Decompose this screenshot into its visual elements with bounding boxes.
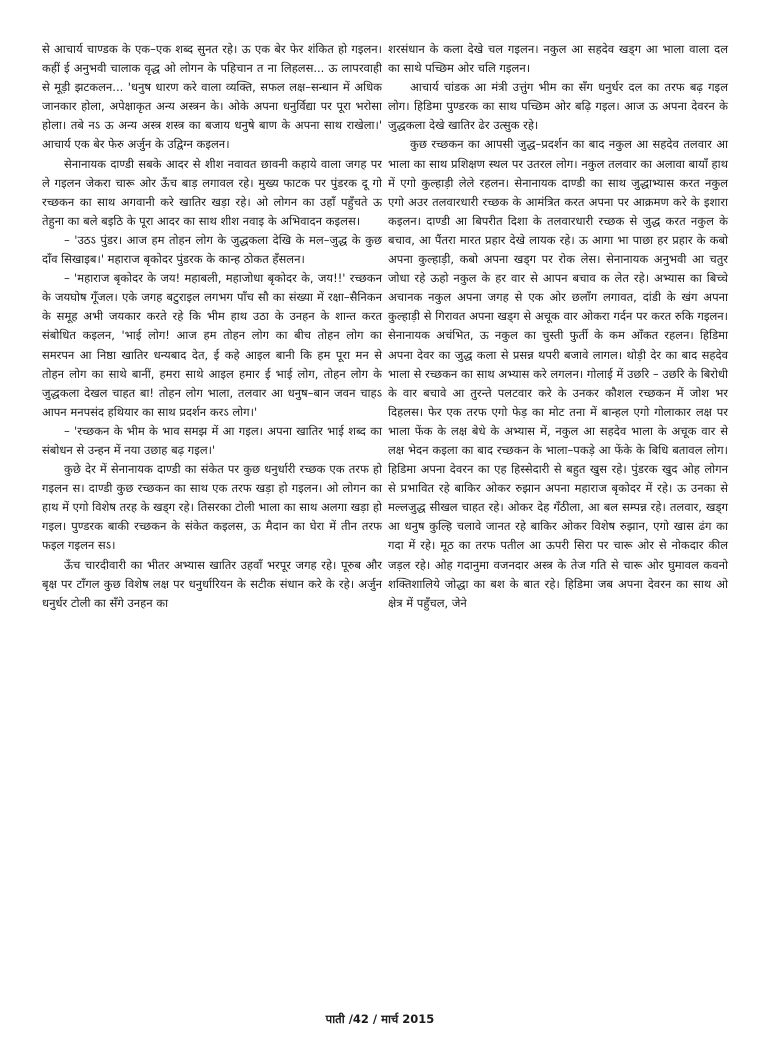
paragraph: सेनानायक दाण्डी सबके आदर से शीश नवावत छावनी कहाये वाला जगह पर ले गइलन जेकरा चारू ओर ऊँच बाड़ लगावल रहे। मुख्य फाटक पर पुंडरक दू गो रच्छकन का साथ अगवानी करे खातिर खड़ा रहे। ओ लोगन का उहाँ पहुँचते ऊ तेहुना का बले बइठि के पूरा आदर का साथ शीश नवाइ के अभिवादन कइलस। xyxy=(42,156,382,228)
paragraph: – 'महाराज बृकोदर के जय! महाबली, महाजोधा बृकोदर के, जय!!' रच्छकन के जयघोष गूँजल। एके जगह बटुराइल लगभग पाँच सौ का संख्या में रक्षा–सैनिकन के समूह अभी जयकार करते रहे कि भीम हाथ उठा के उनहन के शान्त करत संबोधित कइलन, 'भाई लोग! आज हम तोहन लोग का बीच तोहन लोग का समरपन आ निष्ठा खातिर धन्यबाद देत, ई कहे आइल बानी कि हम पूरा मन से तोहन लोग का साथे बानीं, हमरा साथे आइल हमार ई भाई लोग, तोहन लोग के जुद्धकला देखल चाहत बा! तोहन लोग भाला, तलवार आ धनुष–बान जवन चाहऽ आपन मनपसंद हथियार का साथ प्रदर्शन करऽ लोग।' xyxy=(42,271,382,419)
paragraph: से आचार्य चाण्डक के एक–एक शब्द सुनत रहे। ऊ एक बेर फेर शंकित हो गइलन। कहीं ई अनुभवी चालाक वृद्ध ओ लोगन के पहिचान त ना लिहलस... ऊ लापरवाही से मूड़ी झटकलन... 'धनुष धारण करे वाला व्यक्ति, सफल लक्ष–सन्धान में अधिक जानकार होला, अपेक्षाकृत अन्य अस्त्रन के। ओके अपना धनुर्विद्या पर पूरा भरोसा होला। तबे नऽ ऊ अन्य अस्त्र शस्त्र का बजाय धनुषे बाण के अपना साथ राखेला।' आचार्य एक बेर फेरु अर्जुन के उद्विग्न कइलन। xyxy=(42,42,382,152)
paragraph: शरसंधान के कला देखे चल गइलन। नकुल आ सहदेव खड्ग आ भाला वाला दल का साथे पच्छिम ओर चलि गइलन। xyxy=(388,42,728,76)
paragraph: आचार्य चांडक आ मंत्री उत्तुंग भीम का सँग धनुर्धर दल का तरफ बढ़ गइल लोग। हिडिमा पुण्डरक का साथ पच्छिम ओर बढ़ि गइल। आज ऊ अपना देवरन के जुद्धकला देखे खातिर ढेर उत्सुक रहे। xyxy=(388,80,728,133)
left-column xyxy=(42,40,382,613)
paragraph: – 'उठऽ पुंडर। आज हम तोहन लोग के जुद्धकला देखि के मल–जुद्ध के कुछ दाँव सिखाइब।' महाराज बृकोदर पुंडरक के कान्ह ठोकत हँसलन। xyxy=(42,232,382,267)
paragraph: कुछ रच्छकन का आपसी जुद्ध–प्रदर्शन का बाद नकुल आ सहदेव तलवार आ भाला का साथ प्रशिक्षण स्थल पर उतरल लोग। नकुल तलवार का अलावा बायाँ हाथ में एगो कुल्हाड़ी लेले रहलन। सेनानायक दाण्डी का साथ जुद्धाभ्यास करत नकुल एगो अउर तलवारधारी रच्छक के आमंत्रित करत अपना पर आक्रमण करे के इशारा कइलन। दाण्डी आ बिपरीत दिशा के तलवारधारी रच्छक से जुद्ध करत नकुल के बचाव, आ पैंतरा मारत प्रहार देखे लायक रहे। ऊ आगा भा पाछा हर प्रहार के कबो अपना कुल्हाड़ी, कबो अपना खड्ग पर रोक लेस। सेनानायक अनुभवी आ चतुर जोधा रहे ऊहो नकुल के हर वार से आपन बचाव क लेत रहे। अभ्यास का बिच्चे अचानक नकुल अपना जगह से एक ओर छलाँग लगावत, दांडी के खंग अपना कुल्हाड़ी से गिरावत अपना खड्ग से अचूक वार ओकरा गर्दन पर करत रुकि गइलन। सेनानायक अचंभित, ऊ नकुल का चुस्ती फुर्ती के कम आँकत रहलन। हिडिमा अपना देवर का जुद्ध कला से प्रसन्न थपरी बजावे लागल। थोड़ी देर का बाद सहदेव भाला से रच्छकन का साथ अभ्यास करे लगलन। गोलाई में उछरि – उछरि के बिरोधी के वार बचावे आ तुरन्ते पलटवार करे के उनकर कौशल रच्छकन में जोश भर दिहलस। फेर एक तरफ एगो फेड़ का मोट तना में बान्हल एगो गोलाकार लक्ष पर भाला फेंक के लक्ष बेधे के अभ्यास में, नकुल आ सहदेव भाला के अचूक वार से लक्ष भेदन कइला का बाद रच्छकन के भाला–पकड़े आ फेंके के बिधि बतावल लोग। हिडिमा अपना देवरन का एह हिस्सेदारी से बहुत खुस रहे। पुंडरक खुद ओह लोगन से प्रभावित रहे बाकिर ओकर रुझान अपना महाराज बृकोदर में रहे। ऊ उनका से मल्लजुद्ध सीखल चाहत रहे। ओकर देह गँठीला, आ बल सम्पन्न रहे। तलवार, खड्ग आ धनुष कुल्हि चलावे जानत रहे बाकिर ओकर विशेष रुझान, एगो खास ढंग का गदा में रहे। मूठ का तरफ पतील आ ऊपरी सिरा पर चारू ओर से नोकदार कील जड़ल रहे। ओह गदानुमा वजनदार अस्त्र के तेज गति से चारू ओर घुमावल कवनो शक्तिशालिये जोद्धा का बश के बात रहे। हिडिमा जब अपना देवरन का साथ ओ क्षेत्र में पहुँचल, जेने xyxy=(388,137,728,610)
right-column xyxy=(388,40,728,613)
paragraph: कुछे देर में सेनानायक दाण्डी का संकेत पर कुछ धनुर्धारी रच्छक एक तरफ हो गइलन स। दाण्डी कुछ रच्छकन का साथ एक तरफ खड़ा हो गइलन। ओ लोगन का हाथ में एगो विशेष तरह के खड्ग रहे। तिसरका टोली भाला का साथ अलगा खड़ा हो गइल। पुण्डरक बाकी रच्छकन के संकेत कइलस, ऊ मैदान का घेरा में तीन तरफ फइल गइलन सऽ। xyxy=(42,462,382,553)
paragraph: – 'रच्छकन के भीम के भाव समझ में आ गइल। अपना खातिर भाई शब्द का संबोधन से उन्हन में नया उछाह बढ़ गइल।' xyxy=(42,423,382,457)
paragraph: ऊँच चारदीवारी का भीतर अभ्यास खातिर उहवाँ भरपूर जगह रहे। पूरुब और बृक्ष पर टाँगल कुछ विशेष लक्ष पर धनुर्धारियन के सटीक संधान करे के रहे। अर्जुन धनुर्धर टोली का सँगे उनहन का xyxy=(42,557,382,610)
page-footer: पाती /42 / मार्च 2015 xyxy=(325,1012,435,1026)
